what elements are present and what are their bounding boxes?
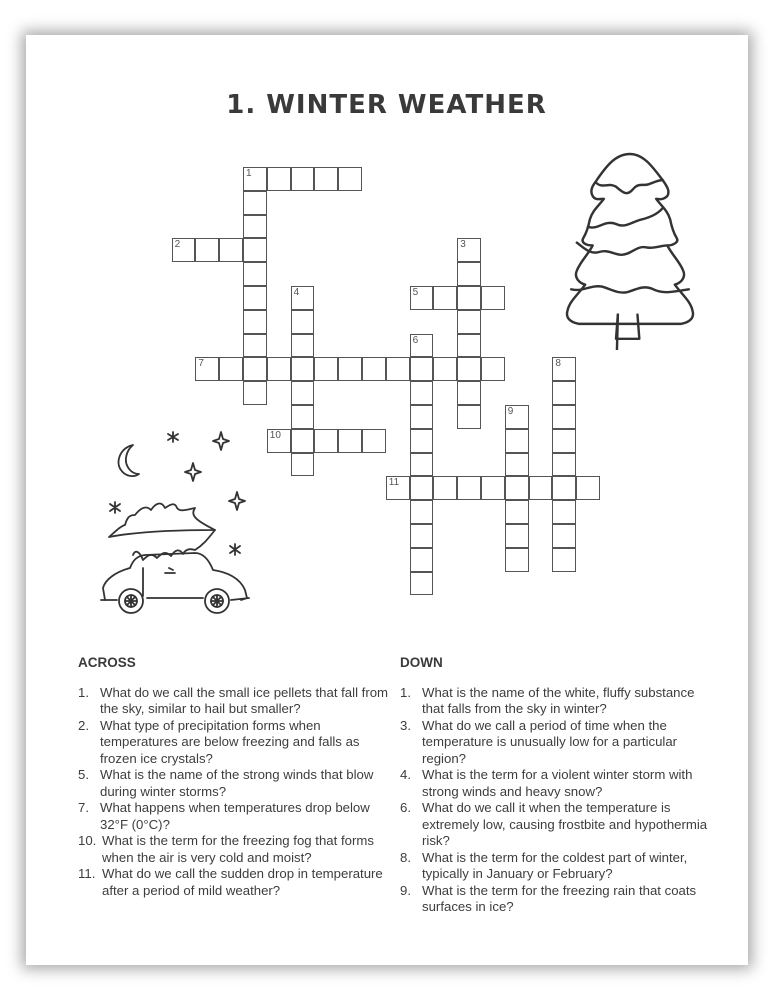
crossword-cell[interactable] bbox=[314, 167, 338, 191]
clue-number: 3. bbox=[400, 717, 411, 733]
crossword-cell[interactable] bbox=[410, 381, 434, 405]
car-with-tree-icon bbox=[95, 420, 260, 620]
clue-number: 1. bbox=[78, 684, 89, 700]
crossword-cell[interactable] bbox=[410, 453, 434, 477]
clue-text: What do we call a period of time when the temperature is unusually low for a particular region? bbox=[422, 717, 678, 766]
crossword-cell[interactable] bbox=[552, 524, 576, 548]
crossword-cell[interactable] bbox=[457, 262, 481, 286]
crossword-cell[interactable] bbox=[362, 429, 386, 453]
crossword-cell[interactable] bbox=[457, 405, 481, 429]
crossword-cell[interactable] bbox=[410, 357, 434, 381]
crossword-cell[interactable] bbox=[291, 167, 315, 191]
clue-text: What type of precipitation forms when temperatures are below freezing and falls as frozen ice crystals? bbox=[100, 717, 360, 766]
crossword-cell[interactable] bbox=[291, 286, 315, 310]
crossword-cell[interactable] bbox=[243, 357, 267, 381]
crossword-cell[interactable] bbox=[457, 476, 481, 500]
clue-number: 4 bbox=[293, 287, 300, 298]
clue-number: 9. bbox=[400, 882, 411, 898]
down-clue bbox=[400, 767, 715, 800]
clue-text: What happens when temperatures drop below 32°F (0°C)? bbox=[100, 800, 370, 832]
crossword-cell[interactable] bbox=[552, 548, 576, 572]
across-clue-list bbox=[78, 685, 393, 900]
clue-text: What do we call it when the temperature is extremely low, causing frostbite and hypothermia risk? bbox=[422, 800, 708, 848]
across-heading: ACROSS bbox=[78, 655, 136, 670]
crossword-cell[interactable] bbox=[314, 357, 338, 381]
crossword-cell[interactable] bbox=[410, 524, 434, 548]
crossword-cell[interactable] bbox=[457, 310, 481, 334]
crossword-cell[interactable] bbox=[243, 286, 267, 310]
snowy-pine-tree-icon bbox=[560, 140, 700, 350]
down-clue bbox=[400, 718, 715, 768]
crossword-cell[interactable] bbox=[243, 167, 267, 191]
clue-text: What is the name of the strong winds that blow during winter storms? bbox=[100, 767, 374, 799]
crossword-cell[interactable] bbox=[243, 262, 267, 286]
crossword-cell[interactable] bbox=[219, 238, 243, 262]
down-heading: DOWN bbox=[400, 655, 443, 670]
crossword-cell[interactable] bbox=[219, 357, 243, 381]
crossword-cell[interactable] bbox=[410, 500, 434, 524]
crossword-cell[interactable] bbox=[433, 357, 457, 381]
clue-number: 3 bbox=[460, 239, 466, 251]
across-clues bbox=[78, 655, 393, 899]
clue-number: 7 bbox=[198, 358, 204, 370]
crossword-cell[interactable] bbox=[243, 334, 267, 358]
crossword-cell[interactable] bbox=[505, 548, 529, 572]
crescent-moon-icon bbox=[118, 445, 139, 476]
clue-number: 10. bbox=[78, 833, 97, 848]
crossword-cell[interactable] bbox=[552, 405, 576, 429]
crossword-cell[interactable] bbox=[267, 167, 291, 191]
crossword-cell[interactable] bbox=[433, 476, 457, 500]
clue-number: 9 bbox=[507, 406, 514, 417]
crossword-cell[interactable] bbox=[291, 357, 315, 381]
crossword-cell[interactable] bbox=[505, 453, 529, 477]
crossword-cell[interactable] bbox=[243, 238, 267, 262]
clue-number: 8. bbox=[400, 849, 411, 865]
crossword-cell[interactable] bbox=[505, 524, 529, 548]
crossword-cell[interactable] bbox=[505, 429, 529, 453]
down-clue bbox=[400, 685, 715, 718]
crossword-cell[interactable] bbox=[172, 238, 196, 262]
crossword-cell[interactable] bbox=[410, 334, 434, 358]
across-clue bbox=[78, 767, 393, 800]
crossword-cell[interactable] bbox=[291, 405, 315, 429]
crossword-cell[interactable] bbox=[457, 357, 481, 381]
clue-number: 6. bbox=[400, 800, 411, 815]
across-clue bbox=[78, 685, 393, 718]
clue-text: What is the name of the white, fluffy substance that falls from the sky in winter? bbox=[422, 684, 695, 716]
crossword-cell[interactable] bbox=[457, 238, 481, 262]
down-clue bbox=[400, 800, 715, 850]
clue-text: What do we call the small ice pellets that fall from the sky, similar to hail but smaller? bbox=[100, 684, 389, 716]
crossword-cell[interactable] bbox=[505, 405, 529, 429]
crossword-cell[interactable] bbox=[243, 215, 267, 239]
crossword-cell[interactable] bbox=[195, 357, 219, 381]
crossword-cell[interactable] bbox=[505, 476, 529, 500]
crossword-cell[interactable] bbox=[291, 429, 315, 453]
crossword-cell[interactable] bbox=[267, 429, 291, 453]
crossword-cell[interactable] bbox=[410, 572, 434, 596]
crossword-cell[interactable] bbox=[529, 476, 553, 500]
clue-number: 10 bbox=[269, 429, 281, 441]
down-clue bbox=[400, 883, 715, 916]
crossword-cell[interactable] bbox=[433, 286, 457, 310]
crossword-cell[interactable] bbox=[410, 286, 434, 310]
clue-number: 5 bbox=[412, 287, 419, 298]
crossword-cell[interactable] bbox=[291, 453, 315, 477]
crossword-cell[interactable] bbox=[195, 238, 219, 262]
crossword-cell[interactable] bbox=[481, 476, 505, 500]
crossword-cell[interactable] bbox=[291, 381, 315, 405]
crossword-cell[interactable] bbox=[505, 500, 529, 524]
crossword-cell[interactable] bbox=[457, 334, 481, 358]
crossword-cell[interactable] bbox=[291, 310, 315, 334]
crossword-cell[interactable] bbox=[410, 476, 434, 500]
crossword-cell[interactable] bbox=[410, 429, 434, 453]
crossword-cell[interactable] bbox=[576, 476, 600, 500]
clue-number: 11. bbox=[78, 866, 96, 881]
crossword-cell[interactable] bbox=[481, 286, 505, 310]
crossword-cell[interactable] bbox=[243, 191, 267, 215]
crossword-cell[interactable] bbox=[338, 357, 362, 381]
clue-number: 6 bbox=[412, 334, 419, 346]
clue-text: What is the term for the coldest part of winter, typically in January or February? bbox=[422, 849, 688, 881]
clue-number: 11 bbox=[388, 477, 400, 489]
clue-number: 8 bbox=[555, 358, 561, 370]
crossword-cell[interactable] bbox=[386, 357, 410, 381]
clue-number: 1. bbox=[400, 684, 411, 700]
crossword-cell[interactable] bbox=[552, 357, 576, 381]
crossword-cell[interactable] bbox=[243, 310, 267, 334]
crossword-cell[interactable] bbox=[457, 286, 481, 310]
clue-number: 4. bbox=[400, 767, 411, 782]
across-clue bbox=[78, 800, 393, 833]
across-clue bbox=[78, 833, 393, 866]
down-clue-list bbox=[400, 685, 715, 916]
crossword-cell[interactable] bbox=[291, 334, 315, 358]
crossword-cell[interactable] bbox=[552, 381, 576, 405]
clue-number: 7. bbox=[78, 800, 89, 815]
down-clue bbox=[400, 850, 715, 883]
crossword-cell[interactable] bbox=[552, 429, 576, 453]
across-clue bbox=[78, 866, 393, 899]
down-clues bbox=[400, 655, 715, 916]
crossword-cell[interactable] bbox=[410, 405, 434, 429]
crossword-cell[interactable] bbox=[410, 548, 434, 572]
clue-text: What is the term for a violent winter storm with strong winds and heavy snow? bbox=[422, 767, 693, 799]
clue-number: 5. bbox=[78, 767, 89, 782]
crossword-cell[interactable] bbox=[267, 357, 291, 381]
sparkle-star-icon bbox=[110, 432, 245, 555]
crossword-cell[interactable] bbox=[314, 429, 338, 453]
clue-number: 1 bbox=[246, 168, 252, 179]
page-title: 1. WINTER WEATHER bbox=[226, 90, 547, 120]
crossword-cell[interactable] bbox=[457, 381, 481, 405]
crossword-cell[interactable] bbox=[362, 357, 386, 381]
clue-text: What is the term for the freezing rain that coats surfaces in ice? bbox=[422, 882, 697, 914]
crossword-cell[interactable] bbox=[338, 167, 362, 191]
clue-text: What do we call the sudden drop in temperature after a period of mild weather? bbox=[102, 866, 383, 898]
crossword-cell[interactable] bbox=[552, 453, 576, 477]
clue-text: What is the term for the freezing fog that forms when the air is very cold and moist? bbox=[102, 833, 374, 865]
crossword-cell[interactable] bbox=[552, 500, 576, 524]
crossword-cell[interactable] bbox=[338, 429, 362, 453]
clue-number: 2. bbox=[78, 717, 89, 733]
crossword-cell[interactable] bbox=[552, 476, 576, 500]
crossword-cell[interactable] bbox=[243, 381, 267, 405]
across-clue bbox=[78, 718, 393, 768]
crossword-cell[interactable] bbox=[481, 357, 505, 381]
crossword-cell[interactable] bbox=[386, 476, 410, 500]
clue-number: 2 bbox=[174, 239, 181, 251]
